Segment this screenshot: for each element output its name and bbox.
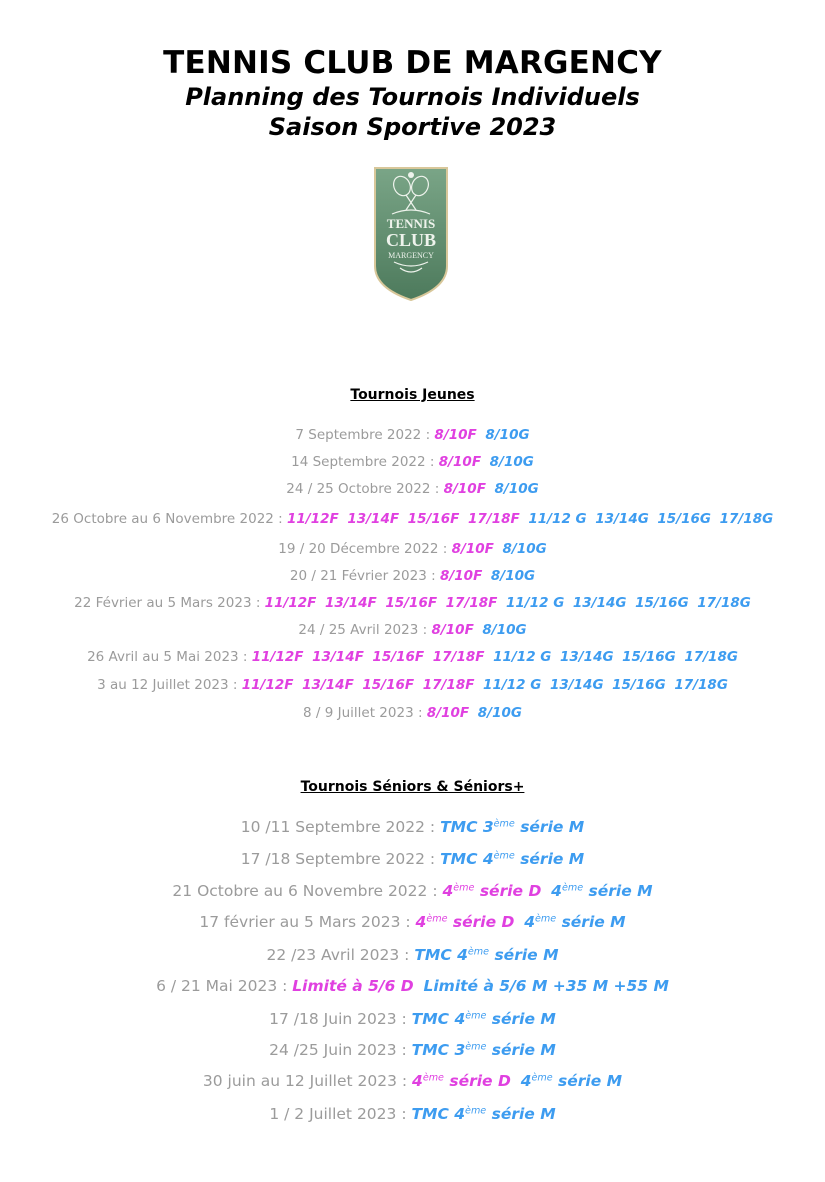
category-tag	[697, 595, 751, 611]
category-label: 17/18G	[697, 595, 751, 611]
category-label: 11/12F	[251, 649, 304, 665]
category-tag	[408, 511, 460, 527]
category-label: 8/10F	[443, 481, 486, 497]
category-label: 8/10F	[451, 541, 494, 557]
category-label: 13/14F	[302, 677, 354, 693]
category-label: 8/10F	[439, 568, 483, 584]
tournament-date: 26 Octobre au 6 Novembre 2022 :	[51, 511, 283, 527]
tennis-club-logo-icon	[372, 166, 450, 302]
ordinal-suffix: ème	[561, 882, 584, 894]
tournament-date: 30 juin au 12 Juillet 2023 :	[202, 1072, 408, 1090]
jeunes-row	[0, 677, 825, 693]
category-tag	[573, 595, 627, 611]
category-label: 13/14F	[312, 649, 364, 665]
category-tag	[385, 595, 437, 611]
category-tag	[440, 818, 584, 836]
category-label: 13/14F	[347, 511, 400, 527]
category-tag	[452, 541, 494, 557]
category-tag	[412, 1041, 556, 1059]
category-label: 4	[551, 882, 562, 900]
category-tag	[347, 511, 399, 527]
seniors-row	[0, 818, 825, 836]
ordinal-suffix: ème	[422, 1072, 444, 1084]
category-label: 15/16F	[372, 649, 425, 665]
category-label: 11/12 G	[505, 595, 565, 611]
category-label: TMC 4	[411, 1010, 466, 1028]
category-label: 15/16G	[635, 595, 689, 611]
category-series: série M	[486, 1105, 556, 1123]
category-tag	[551, 882, 652, 900]
tournament-date: 19 / 20 Décembre 2022 :	[278, 541, 448, 557]
category-label: 17/18G	[684, 649, 738, 665]
ordinal-suffix: ème	[453, 882, 475, 894]
category-label: TMC 4	[414, 946, 468, 964]
tournament-date: 21 Octobre au 6 Novembre 2022 :	[172, 882, 438, 900]
tournament-date: 8 / 9 Juillet 2023 :	[303, 705, 423, 721]
ordinal-suffix: ème	[493, 818, 515, 830]
category-label: 11/12F	[241, 677, 294, 693]
category-label: 17/18F	[422, 677, 475, 693]
tournament-date: 20 / 21 Février 2023 :	[289, 568, 436, 584]
seniors-row	[0, 946, 825, 964]
category-tag	[265, 595, 317, 611]
category-tag	[478, 705, 522, 721]
category-tag	[550, 677, 604, 693]
category-tag	[440, 850, 584, 868]
category-label: 13/14G	[559, 649, 614, 665]
jeunes-row	[0, 568, 825, 584]
category-label: 17/18F	[432, 649, 485, 665]
category-label: 11/12 G	[528, 511, 587, 527]
category-tag	[252, 649, 304, 665]
jeunes-row	[0, 511, 825, 527]
club-title: TENNIS CLUB DE MARGENCY	[163, 45, 662, 81]
category-tag	[485, 427, 529, 443]
category-tag	[434, 427, 476, 443]
category-tag	[242, 677, 294, 693]
seniors-row	[0, 1041, 825, 1059]
tournament-date: 10 /11 Septembre 2022 :	[240, 818, 436, 836]
ordinal-suffix: ème	[465, 1105, 487, 1117]
category-label: 15/16F	[385, 595, 438, 611]
tournament-date: 7 Septembre 2022 :	[295, 427, 431, 443]
tournament-date: 1 / 2 Juillet 2023 :	[269, 1105, 407, 1123]
category-label: 17/18G	[719, 511, 774, 527]
category-label: 8/10G	[485, 427, 530, 443]
category-label: 17/18G	[674, 677, 728, 693]
category-tag	[468, 511, 520, 527]
category-label: 8/10F	[431, 622, 474, 638]
category-tag	[612, 677, 666, 693]
category-label: Limité à 5/6 D	[292, 977, 414, 995]
jeunes-row	[0, 622, 825, 638]
category-tag	[312, 649, 364, 665]
category-label: 17/18F	[468, 511, 520, 527]
category-series: série M	[556, 913, 626, 931]
category-tag	[674, 677, 728, 693]
category-label: 8/10G	[502, 541, 547, 557]
category-label: 11/12F	[287, 511, 339, 527]
ordinal-suffix: ème	[493, 850, 515, 862]
category-tag	[423, 677, 475, 693]
category-tag	[503, 541, 547, 557]
category-tag	[506, 595, 564, 611]
tournament-date: 24 / 25 Avril 2023 :	[298, 622, 428, 638]
category-tag	[411, 1105, 555, 1123]
seniors-section-title: Tournois Séniors & Séniors+	[300, 779, 525, 795]
category-label: 8/10G	[477, 705, 522, 721]
category-tag	[416, 913, 515, 931]
category-series: série D	[474, 882, 542, 900]
ordinal-suffix: ème	[467, 946, 490, 958]
tournament-date: 22 /23 Avril 2023 :	[266, 946, 410, 964]
logo-text-line1: TENNIS	[386, 216, 436, 231]
season-subtitle: Saison Sportive 2023	[268, 113, 557, 141]
jeunes-row	[0, 595, 825, 611]
category-series: série M	[489, 946, 559, 964]
category-tag	[622, 649, 676, 665]
seniors-row	[0, 850, 825, 868]
seniors-row	[0, 1072, 825, 1090]
logo-text-line3: MARGENCY	[388, 251, 434, 260]
category-tag	[362, 677, 414, 693]
tournament-date: 14 Septembre 2022 :	[291, 454, 435, 470]
seniors-row	[0, 1010, 825, 1028]
tournament-date: 24 / 25 Octobre 2022 :	[286, 481, 440, 497]
category-label: 15/16F	[362, 677, 415, 693]
category-tag	[412, 1010, 556, 1028]
jeunes-row	[0, 705, 825, 721]
logo-text-line2: CLUB	[385, 230, 437, 250]
category-label: 8/10G	[482, 622, 527, 638]
category-tag	[423, 977, 668, 995]
category-tag	[482, 622, 526, 638]
category-tag	[412, 1072, 511, 1090]
category-label: 8/10G	[489, 454, 534, 470]
jeunes-row	[0, 541, 825, 557]
tournament-date: 17 /18 Septembre 2022 :	[240, 850, 436, 868]
category-label: 11/12 G	[483, 677, 542, 693]
category-tag	[325, 595, 377, 611]
category-label: 8/10G	[494, 481, 539, 497]
ordinal-suffix: ème	[531, 1072, 553, 1084]
ordinal-suffix: ème	[465, 1010, 487, 1022]
category-label: TMC 4	[411, 1105, 466, 1123]
category-label: 15/16G	[612, 677, 666, 693]
category-label: 13/14G	[572, 595, 627, 611]
category-label: 8/10F	[434, 427, 477, 443]
category-series: série M	[486, 1041, 556, 1059]
jeunes-section-title: Tournois Jeunes	[350, 387, 475, 403]
club-logo	[372, 166, 450, 302]
category-label: 15/16F	[407, 511, 460, 527]
category-tag	[372, 649, 424, 665]
tournament-date: 6 / 21 Mai 2023 :	[156, 977, 288, 995]
category-tag	[491, 568, 535, 584]
category-tag	[684, 649, 738, 665]
category-tag	[302, 677, 354, 693]
category-series: série M	[514, 850, 585, 868]
tournament-date: 24 /25 Juin 2023 :	[269, 1041, 407, 1059]
category-series: série M	[583, 882, 653, 900]
seniors-row	[0, 882, 825, 900]
seniors-row	[0, 913, 825, 931]
tournament-date: 26 Avril au 5 Mai 2023 :	[87, 649, 248, 665]
category-tag	[439, 454, 481, 470]
tournament-date: 17 février au 5 Mars 2023 :	[199, 913, 411, 931]
category-tag	[490, 454, 534, 470]
category-tag	[528, 511, 586, 527]
category-label: 15/16G	[657, 511, 711, 527]
ordinal-suffix: ème	[426, 913, 448, 925]
category-label: 8/10F	[438, 454, 482, 470]
category-label: TMC 4	[440, 850, 494, 868]
jeunes-row	[0, 427, 825, 443]
category-label: 15/16G	[622, 649, 676, 665]
category-label: 4	[524, 913, 536, 931]
category-label: 8/10F	[426, 705, 470, 721]
category-tag	[720, 511, 774, 527]
category-series: série D	[447, 913, 515, 931]
category-tag	[414, 946, 558, 964]
category-tag	[493, 649, 551, 665]
category-tag	[427, 705, 469, 721]
category-tag	[442, 882, 541, 900]
category-tag	[560, 649, 614, 665]
category-tag	[444, 481, 486, 497]
ordinal-suffix: ème	[535, 913, 557, 925]
planning-subtitle: Planning des Tournois Individuels	[185, 83, 640, 111]
category-label: TMC 3	[411, 1041, 466, 1059]
category-label: 4	[520, 1072, 532, 1090]
category-tag	[287, 511, 339, 527]
seniors-row	[0, 1105, 825, 1123]
category-tag	[657, 511, 711, 527]
category-label: 8/10G	[490, 568, 536, 584]
category-label: 4	[415, 913, 427, 931]
category-tag	[440, 568, 482, 584]
category-label: Limité à 5/6 M +35 M +55 M	[423, 977, 669, 995]
category-series: série M	[486, 1010, 556, 1028]
jeunes-row	[0, 454, 825, 470]
category-series: série M	[552, 1072, 623, 1090]
category-tag	[446, 595, 498, 611]
category-label: TMC 3	[440, 818, 494, 836]
category-series: série M	[514, 818, 585, 836]
category-tag	[483, 677, 541, 693]
category-tag	[495, 481, 539, 497]
category-tag	[431, 622, 473, 638]
category-series: série D	[443, 1072, 511, 1090]
category-tag	[292, 977, 413, 995]
tournament-date: 17 /18 Juin 2023 :	[269, 1010, 407, 1028]
seniors-row	[0, 977, 825, 995]
category-tag	[521, 1072, 622, 1090]
document-header	[0, 44, 825, 142]
tournament-date: 3 au 12 Juillet 2023 :	[97, 677, 238, 693]
category-tag	[433, 649, 485, 665]
category-tag	[595, 511, 649, 527]
category-label: 13/14G	[595, 511, 649, 527]
ordinal-suffix: ème	[465, 1041, 487, 1053]
category-label: 4	[442, 882, 454, 900]
category-label: 13/14F	[325, 595, 377, 611]
jeunes-row	[0, 481, 825, 497]
category-label: 13/14G	[549, 677, 604, 693]
category-label: 11/12 G	[493, 649, 552, 665]
category-label: 17/18F	[445, 595, 498, 611]
category-tag	[524, 913, 625, 931]
jeunes-row	[0, 649, 825, 665]
tournament-date: 22 Février au 5 Mars 2023 :	[74, 595, 261, 611]
category-label: 4	[412, 1072, 423, 1090]
category-label: 11/12F	[264, 595, 317, 611]
category-tag	[635, 595, 689, 611]
